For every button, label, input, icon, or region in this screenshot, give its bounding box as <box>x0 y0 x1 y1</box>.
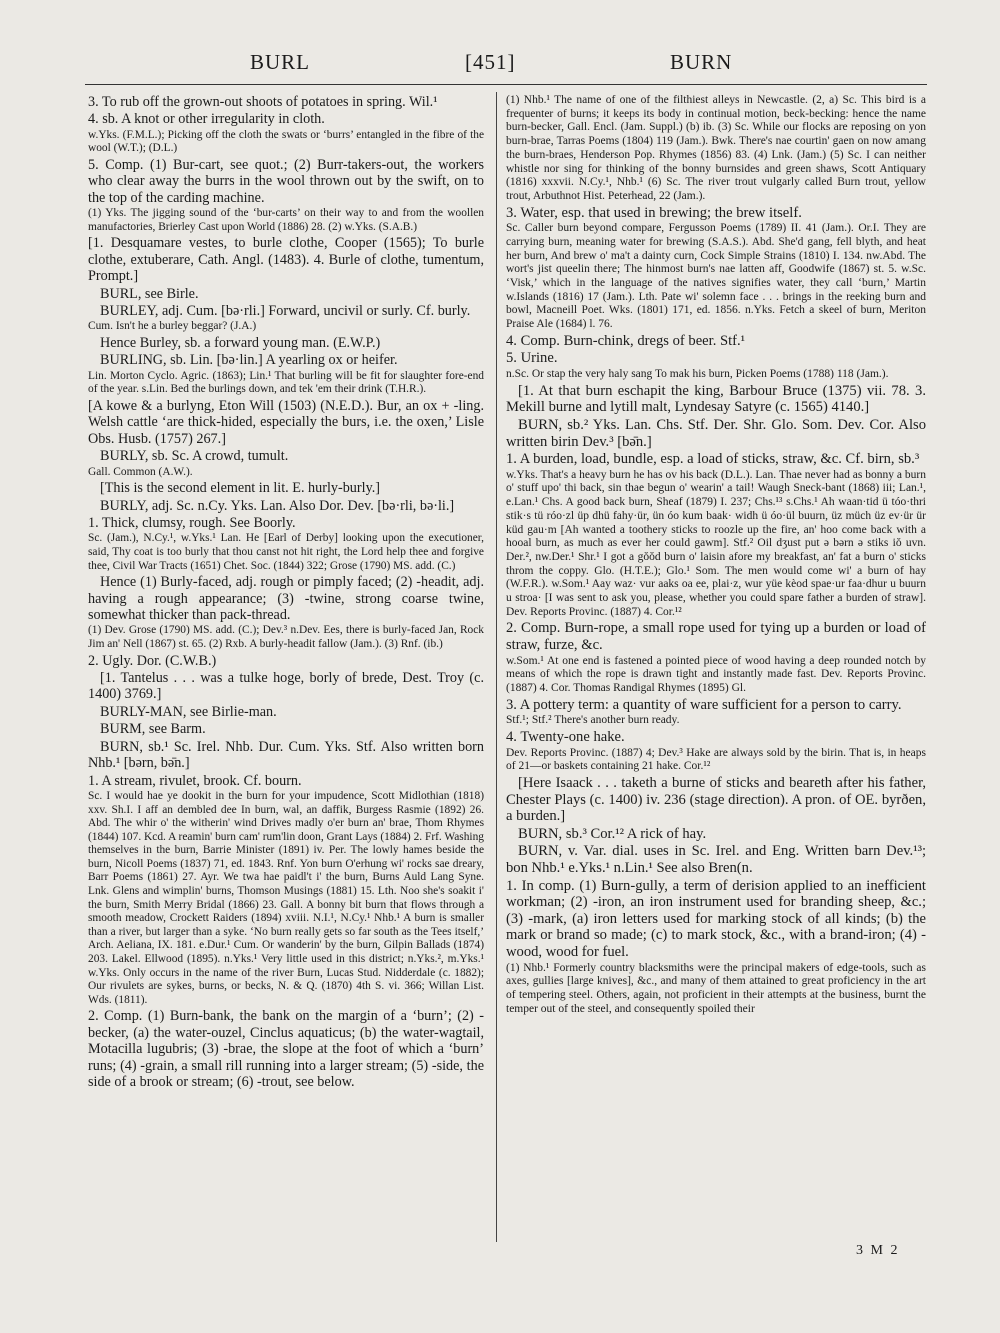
page-header <box>85 50 930 80</box>
entry-paragraph: BURN, sb.² Yks. Lan. Chs. Stf. Der. Shr. Glo. Som. Dev. Cor. Also written birin Dev.³ [bə̄n.] <box>506 416 926 450</box>
entry-paragraph: (1) Dev. Grose (1790) MS. add. (C.); Dev.³ n.Dev. Ees, there is burly-faced Jan, Rock Jim an' Nell (1867) st. 65. (2) Rxb. A burly-headit fallow (Jam.). (3) Rnf. (ib.) <box>88 624 484 651</box>
entry-paragraph: [Here Isaack . . . taketh a burne of sticks and beareth after his father, Chester Plays (c. 1400) iv. 236 (stage direction). A pron. of OE. byrðen, a burden.] <box>506 775 926 825</box>
right-column <box>506 94 926 1244</box>
entry-paragraph: (1) Nhb.¹ Formerly country blacksmiths were the principal makers of edge-tools, such as axes, gullies [large knives], &c., and many of them attained to great proficiency in the art of tempering steel. Others, again, not proficient in their attempts at the business, burnt the temper out of the steel, and consequently spoiled their <box>506 961 926 1015</box>
entry-paragraph: BURLY, sb. Sc. A crowd, tumult. <box>100 448 289 465</box>
entry-paragraph: 3. Water, esp. that used in brewing; the brew itself. <box>506 204 802 221</box>
entry-paragraph: 5. Comp. (1) Bur-cart, see quot.; (2) Burr-takers-out, the workers who clear away the burrs in the wool thrown out by the swift, on to the top of the carding machine. <box>88 157 484 206</box>
entry-paragraph: 1. In comp. (1) Burn-gully, a term of derision applied to an inefficient workman; (2) -iron, an iron instrument used for branding sheep, &c.; (3) -mark, (a) iron letters used for marking stock of all kinds; (b) the mark or brand so made; (c) to mark stock, &c., with a brand-iron; (4) -wood, wood for fuel. <box>506 877 926 960</box>
entry-paragraph: Cum. Isn't he a burley beggar? (J.A.) <box>88 320 257 333</box>
entry-paragraph: 2. Comp. Burn-rope, a small rope used for tying up a burden or load of straw, furze, &c. <box>506 620 926 654</box>
entry-paragraph: Hence (1) Burly-faced, adj. rough or pimply faced; (2) -headit, adj. having a rough appearance; (3) -twine, strong coarse twine, somewhat thicker than pack-thread. <box>88 574 484 624</box>
signature-mark: 3 M 2 <box>856 1243 900 1258</box>
entry-paragraph: 4. sb. A knot or other irregularity in cloth. <box>88 111 325 128</box>
entry-paragraph: w.Yks. (F.M.L.); Picking off the cloth the swats or ‘burrs’ entangled in the fibre of the wool (W.T.); (D.L.) <box>88 128 484 155</box>
entry-paragraph: BURLY, adj. Sc. n.Cy. Yks. Lan. Also Dor. Dev. [bə·rli, bə·li.] <box>100 497 455 514</box>
entry-paragraph: 1. A burden, load, bundle, esp. a load of sticks, straw, &c. Cf. birn, sb.³ <box>506 451 920 468</box>
entry-paragraph: Sc. Caller burn beyond compare, Fergusson Poems (1789) II. 41 (Jam.). Or.I. They are carrying burn, meaning water for brewing (S.A.S.). Abd. She'd gang, fell blyth, and heat her burn, And brew o' ma't a dainty curn, Cock Simple Strains (1810) I. 134. nw.Abd. The wort's jist queelin there; The hinmost burn's nae latten aff, Goodwife (1867) st. 5. w.Sc. ‘Visk,’ which in the language of the natives signifies water, they call ‘burn,’ Martin w.Islands (1816) 17 (Jam.). Lth. Pate wi' solemn face . . . brings in the reeking burn and bowl, Macneill Poet. Wks. (1801) 171, ed. 1856. n.Yks. Fetch a skeel of burn, Meriton Praise Ale (1684) l. 76. <box>506 222 926 331</box>
entry-paragraph: BURN, sb.¹ Sc. Irel. Nhb. Dur. Cum. Yks. Stf. Also written born Nhb.¹ [bərn, bə̄n.] <box>88 738 484 772</box>
left-running-headword: BURL <box>250 50 311 74</box>
entry-paragraph: 4. Comp. Burn-chink, dregs of beer. Stf.¹ <box>506 332 746 349</box>
entry-paragraph: n.Sc. Or stap the very haly sang To mak his burn, Picken Poems (1788) 118 (Jam.). <box>506 368 889 381</box>
entry-paragraph: 4. Twenty-one hake. <box>506 729 625 746</box>
entry-paragraph: BURN, v. Var. dial. uses in Sc. Irel. and Eng. Written barn Dev.¹³; bon Nhb.¹ e.Yks.¹ n.Lin.¹ See also Bren(n. <box>506 843 926 876</box>
left-column <box>88 94 484 1254</box>
entry-paragraph: 2. Comp. (1) Burn-bank, the bank on the margin of a ‘burn’; (2) -becker, (a) the water-ouzel, Cinclus aquaticus; (b) the water-wagtail, Motacilla lugubris; (3) -brae, the slope at the foot of which a ‘burn’ runs; (4) -grain, a small rill running into a larger stream; (5) -side, the side of a brook or stream; (6) -trout, see below. <box>88 1008 484 1091</box>
entry-paragraph: 1. Thick, clumsy, rough. See Boorly. <box>88 515 296 532</box>
entry-paragraph: BURN, sb.³ Cor.¹² A rick of hay. <box>518 825 707 842</box>
entry-paragraph: 3. To rub off the grown-out shoots of potatoes in spring. Wil.¹ <box>88 94 438 110</box>
entry-paragraph: [1. Desquamare vestes, to burle clothe, Cooper (1565); To burle clothe, extuberare, Cath. Angl. (1483). 4. Burle of clothe, tumentum, Prompt.] <box>88 235 484 285</box>
entry-paragraph: [This is the second element in lit. E. hurly-burly.] <box>100 480 381 497</box>
right-running-headword: BURN <box>670 50 733 74</box>
entry-paragraph: Sc. (Jam.), N.Cy.¹, w.Yks.¹ Lan. He [Earl of Derby] looking upon the executioner, said, Thy coat is too burly that thou canst not hit right, the Lord help thee and forgive thee, Civil War Tracts (1651) Chet. Soc. (1844) 322; Grose (1790) MS. add. (C.) <box>88 532 484 572</box>
header-rule <box>85 84 927 85</box>
entry-paragraph: w.Yks. That's a heavy burn he has ov his back (D.L.). Lan. Thae never had as bonny a burn o' stuff upo' thi back, sin thae begun o' wearin' a tail! Waugh Sneck-bant (1868) iii; Lan.¹, e.Lan.¹ Chs. A good back burn, Sheaf (1879) I. 237; Chs.¹³ s.Chs.¹ Ah waan·tid ü tóo·thri stik·s tü róo·zl üp dhü fahy·ür, ün óo kum baak· widh ü óo·ül buurn, üz müch üz ev·ür ür küd gau·m [Ah wanted a toothery sticks to roozle up the fire, an' hoo come back with a hooal burn, as much as ever her could gawm]. Stf.² Oil dʒust put ə bərn ə stiks iŏ uvn. Der.², nw.Der.¹ Shr.¹ I got a gŏŏd burn o' laisin afore my breakfast, an' fat a burn o' sticks throm the coppy. Glo. (H.T.E.); Glo.¹ Som. The men would come wi' a burn of hay (W.F.R.). w.Som.¹ Aay waz· vur aaks oa ee, plai·z, wur yüe kèod spae·ur faa·dhur u buurn u stroa· [I was sent to ask you, please, whether you could spare father a burden of straw]. Dev. Reports Provinc. (1887) 4. Cor.¹² <box>506 468 926 618</box>
entry-paragraph: BURL, see Birle. <box>100 285 199 302</box>
entry-paragraph: Lin. Morton Cyclo. Agric. (1863); Lin.¹ That burling will be fit for slaughter fore-end of the year. s.Lin. Bed the burlings down, and tek 'em their drink (T.H.R.). <box>88 369 484 396</box>
entry-paragraph: Stf.¹; Stf.² There's another burn ready. <box>506 714 680 727</box>
entry-paragraph: [A kowe & a burlyng, Eton Will (1503) (N.E.D.). Bur, an ox + -ling. Welsh cattle ‘are thick-hided, especially the burs, i.e. the oxen,’ Lisle Obs. Husb. (1757) 267.] <box>88 398 484 447</box>
entry-paragraph: 5. Urine. <box>506 350 558 367</box>
entry-paragraph: BURLEY, adj. Cum. [bə·rli.] Forward, uncivil or surly. Cf. burly. <box>100 303 471 320</box>
entry-paragraph: BURM, see Barm. <box>100 721 206 738</box>
entry-paragraph: BURLY-MAN, see Birlie-man. <box>100 703 277 720</box>
entry-paragraph: 3. A pottery term: a quantity of ware sufficient for a person to carry. <box>506 696 902 713</box>
entry-paragraph: (1) Yks. The jigging sound of the ‘bur-carts’ on their way to and from the woollen manufactories, Brierley Cast upon World (1886) 28. (2) w.Yks. (S.A.B.) <box>88 207 484 233</box>
entry-paragraph: [1. At that burn eschapit the king, Barbour Bruce (1375) vii. 78. 3. Mekill burne and lytill malt, Lyndesay Satyre (c. 1565) 4140.] <box>506 382 926 416</box>
entry-paragraph: w.Som.¹ At one end is fastened a pointed piece of wood having a deep rounded notch by means of which the rope is drawn tight and instantly made fast. Dev. Reports Provinc. (1887) 4. Cor. Thomas Randigal Rhymes (1895) Gl. <box>506 654 926 695</box>
entry-paragraph: (1) Nhb.¹ The name of one of the filthiest alleys in Newcastle. (2, a) Sc. This bird is a frequenter of burns; it keeps its body in continual motion, beck-becking: hence the name burn-becker, Gall. Encl. (Jam. Suppl.) (b) ib. (3) Sc. While our flocks are reposing on yon burn-brae, Tarras Poems (1804) 119 (Jam.). Bwk. There's nae courtin' gaen on now amang the burn-braes, Henderson Pop. Rhymes (1856) 83. (4) Lnk. (Jam.) (5) Sc. I can neither whistle nor sing for thinking of the bonny burnsides and green shaws, Scott Antiquary (1816) xxxvii. N.Cy.¹, Nhb.¹ (6) Sc. The river trout vulgarly called Burn trout, yellow trout, Arbuthnot Hist. Peterhead, 22 (Jam.). <box>506 94 926 202</box>
entry-paragraph: 1. A stream, rivulet, brook. Cf. bourn. <box>88 772 302 789</box>
entry-paragraph: Dev. Reports Provinc. (1887) 4; Dev.³ Hake are always sold by the birin. That is, in heaps of 21—or baskets containing 21 hake. Cor.¹² <box>506 746 926 773</box>
entry-paragraph: Gall. Common (A.W.). <box>88 465 193 478</box>
entry-paragraph: BURLING, sb. Lin. [bə·lin.] A yearling ox or heifer. <box>100 352 398 369</box>
page-number: [451] <box>465 50 516 74</box>
entry-paragraph: [1. Tantelus . . . was a tulke hoge, borly of brede, Dest. Troy (c. 1400) 3769.] <box>88 670 484 703</box>
column-divider <box>496 92 497 1242</box>
entry-paragraph: Sc. I would hae ye dookit in the burn for your impudence, Scott Midlothian (1818) xxv. Sh.I. I aff an dembled dee In burn, wal, an daffik, Burgess Rasmie (1892) 26. Abd. The whir o' the witherin' wind Drives madly o'er burn an' brae, Thom Rhymes (1844) 107. Kcd. A reamin' burn cam' rum'lin doon, Grant Lays (1884) 2. Frf. Washing themselves in the burn, Barrie Minister (1891) iv. Per. The lowly hames beside the burn, Nicoll Poems (1837) 71, ed. 1843. Rnf. Yon burn O'erhung wi' rocks sae dreary, Barr Poems (1861) 27. Ayr. We twa hae paidl't i' the burn, Burns Auld Lang Syne. Lnk. Glens and wimplin' burns, Thomson Musings (1881) 15. Lth. Noo she's soakit i' the burn, Smith Merry Bridal (1866) 23. Gall. A bonny bit burn that flows through a smooth meadow, Crockett Raiders (1894) xviii. N.I.¹, N.Cy.¹ Nhb.¹ A burn is smaller than a river, but larger than a syke. ‘No burn really gets so far south as the Tees itself,’ Arch. Aeliana, IX. 181. e.Dur.¹ Cum. Or wanderin' by the burn, Gilpin Ballads (1874) 203. Lakel. Ellwood (1895). n.Yks.¹ Very little used in this district; n.Yks.², m.Yks.¹ w.Yks. Only occurs in the name of the river Burn, Lucas Stud. Nidderdale (c. 1882); Our rivulets are sykes, burns, or becks, N. & Q. (1870) 4th S. vi. 366; Willan List. Wds. (1811). <box>88 789 484 1006</box>
entry-paragraph: 2. Ugly. Dor. (C.W.B.) <box>88 652 217 669</box>
entry-paragraph: Hence Burley, sb. a forward young man. (E.W.P.) <box>100 335 381 352</box>
